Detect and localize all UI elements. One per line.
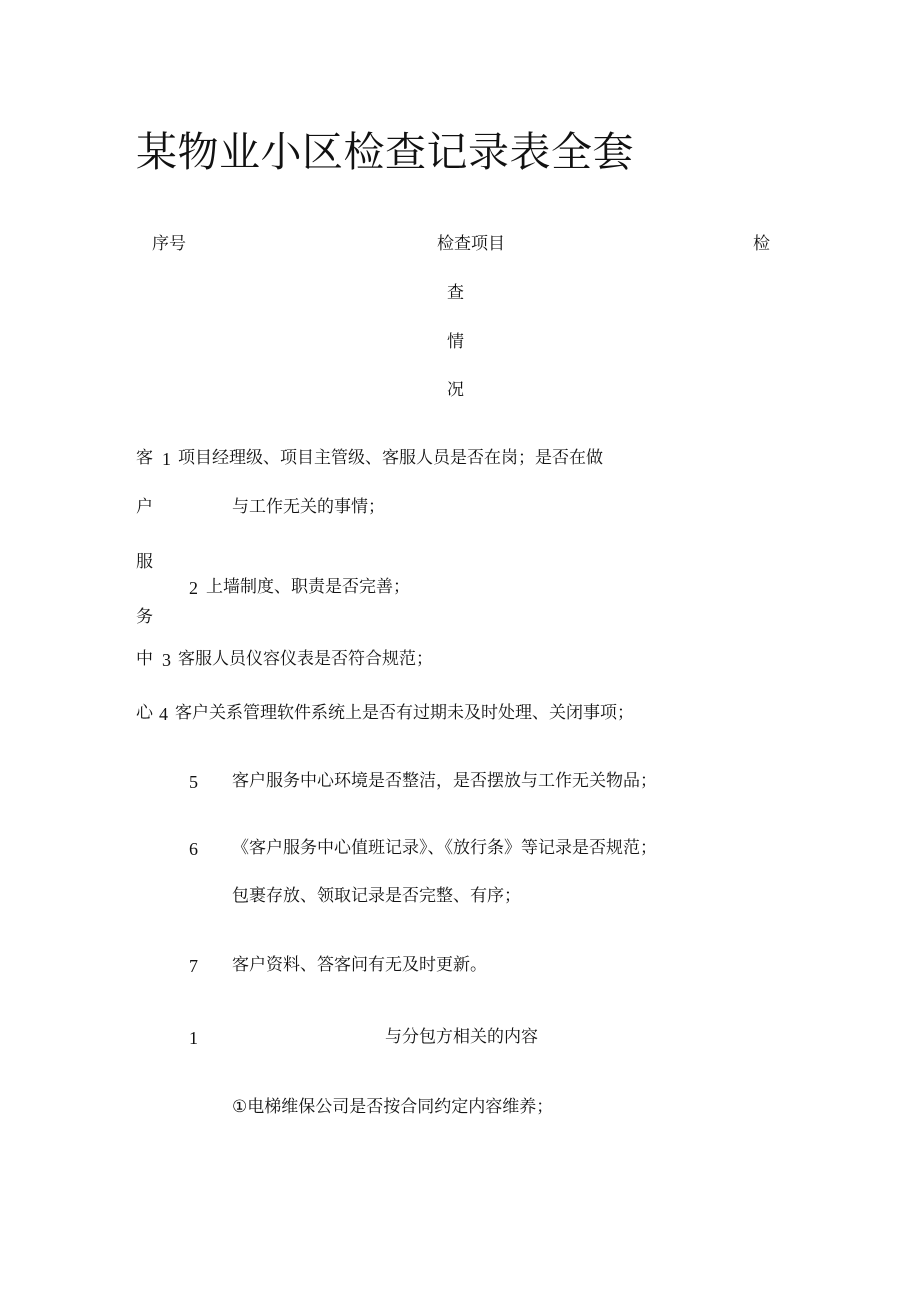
item-text: 客户服务中心环境是否整洁，是否摆放与工作无关物品； bbox=[232, 771, 657, 791]
header-status-char: 况 bbox=[447, 380, 464, 400]
category-char: 户 bbox=[136, 497, 153, 517]
section-heading: 与分包方相关的内容 bbox=[385, 1027, 538, 1047]
item-text: 与工作无关的事情； bbox=[232, 497, 385, 517]
category-char: 务 bbox=[136, 607, 153, 627]
item-text: 项目经理级、项目主管级、客服人员是否在岗；是否在做 bbox=[178, 448, 603, 468]
category-char: 服 bbox=[136, 552, 153, 572]
item-number: 7 bbox=[189, 956, 198, 976]
item-text: 客户关系管理软件系统上是否有过期未及时处理、关闭事项； bbox=[175, 703, 634, 723]
header-seq: 序号 bbox=[152, 234, 186, 254]
header-item: 检查项目 bbox=[437, 234, 505, 254]
item-number: 1 bbox=[162, 449, 171, 469]
item-text: 客服人员仪容仪表是否符合规范； bbox=[178, 649, 433, 669]
item-text: 上墙制度、职责是否完善； bbox=[206, 577, 410, 597]
item-number: 2 bbox=[189, 578, 198, 598]
section-sub-item: ①电梯维保公司是否按合同约定内容维养； bbox=[232, 1097, 554, 1117]
item-text: 客户资料、答客问有无及时更新。 bbox=[232, 955, 487, 975]
item-text: 《客户服务中心值班记录》、《放行条》等记录是否规范； bbox=[232, 838, 657, 858]
item-text: 包裹存放、领取记录是否完整、有序； bbox=[232, 886, 521, 906]
header-status-char: 检 bbox=[753, 234, 770, 254]
category-char: 中 bbox=[136, 649, 153, 669]
page-title: 某物业小区检查记录表全套 bbox=[136, 128, 634, 176]
item-number: 5 bbox=[189, 772, 198, 792]
item-number: 3 bbox=[162, 650, 171, 670]
item-number: 6 bbox=[189, 839, 198, 859]
category-char: 心 bbox=[136, 703, 153, 723]
header-status-char: 情 bbox=[447, 332, 464, 352]
category-char: 客 bbox=[136, 448, 153, 468]
item-number: 4 bbox=[159, 704, 168, 724]
header-status-char: 查 bbox=[447, 283, 464, 303]
section-number: 1 bbox=[189, 1028, 198, 1048]
